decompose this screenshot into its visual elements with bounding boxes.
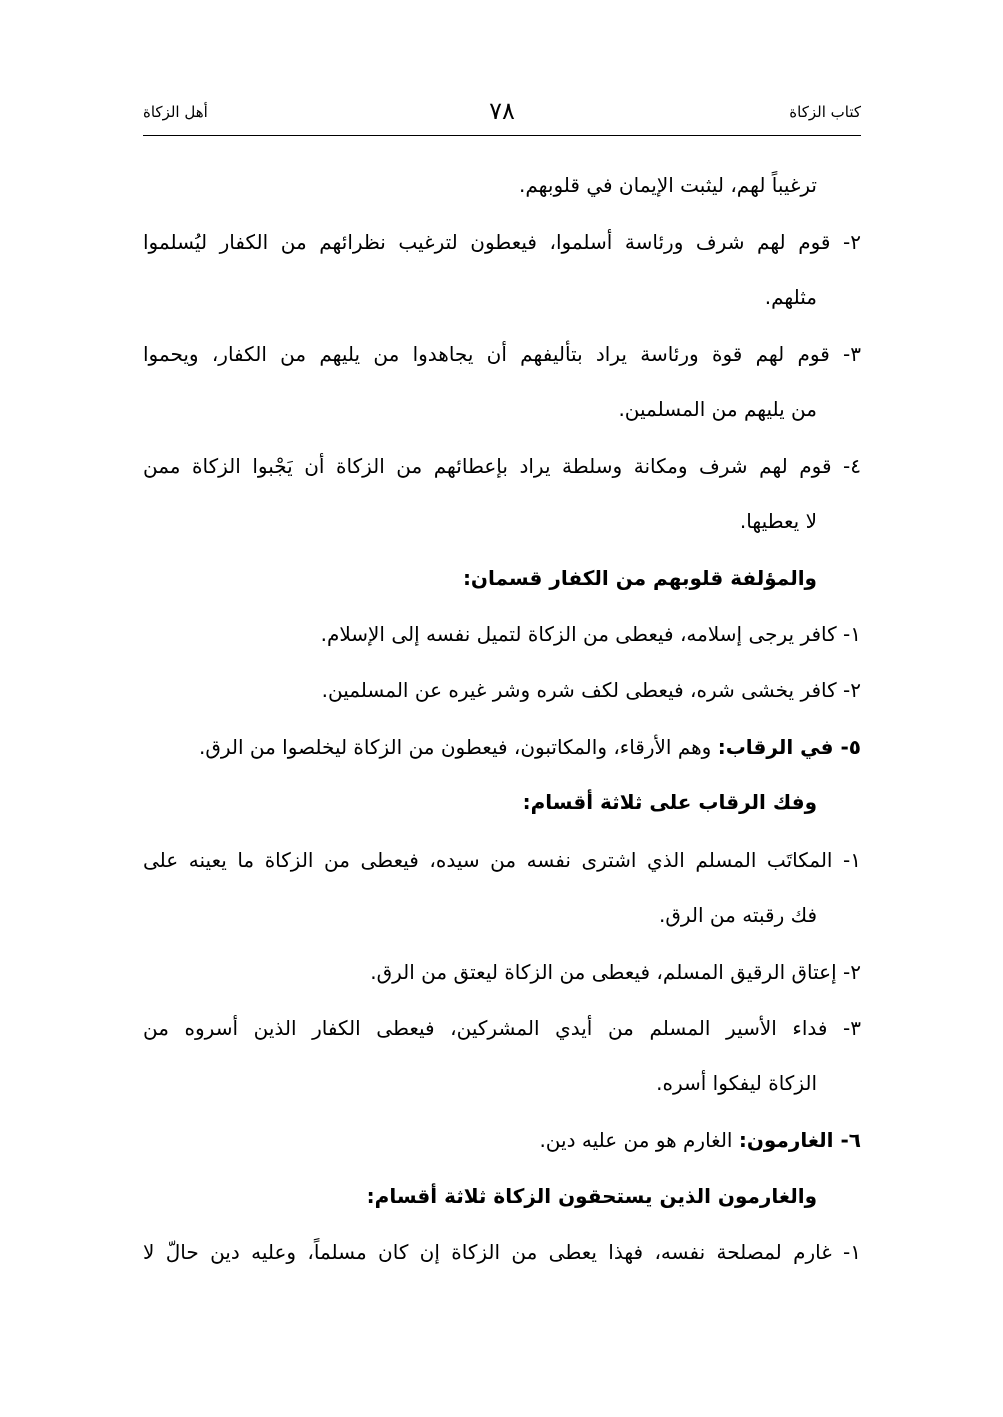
text-line: ٢- إعتاق الرقيق المسلم، فيعطى من الزكاة ليعتق من الرق. <box>370 960 861 984</box>
text-line: ٣- فداء الأسير المسلم من أيدي المشركين، فيعطى الكفار الذين أسروه من <box>143 1016 861 1040</box>
category-text: الغارم هو من عليه دين. <box>539 1128 739 1152</box>
page-number: ٧٨ <box>489 97 515 125</box>
text-line <box>539 1125 861 1155</box>
running-header <box>143 95 861 136</box>
text-line: من يليهم من المسلمين. <box>618 397 817 421</box>
text-line: ٤- قوم لهم شرف ومكانة وسلطة يراد بإعطائهم من الزكاة أن يَجْبوا الزكاة ممن <box>143 454 861 478</box>
section-heading: وفك الرقاب على ثلاثة أقسام: <box>522 790 817 814</box>
text-line: ٢- قوم لهم شرف ورئاسة أسلموا، فيعطون لترغيب نظرائهم من الكفار ليُسلموا <box>143 230 861 254</box>
text-line: ١- كافر يرجى إسلامه، فيعطى من الزكاة لتميل نفسه إلى الإسلام. <box>320 622 861 646</box>
book-title: كتاب الزكاة <box>789 103 861 121</box>
text-line: ٣- قوم لهم قوة ورئاسة يراد بتأليفهم أن يجاهدوا من يليهم من الكفار، ويحموا <box>143 342 861 366</box>
chapter-title: أهل الزكاة <box>143 103 208 121</box>
text-line: لا يعطيها. <box>739 509 817 533</box>
category-label: ٥- في الرقاب: <box>717 735 861 759</box>
text-line: ١- غارم لمصلحة نفسه، فهذا يعطى من الزكاة إن كان مسلماً، وعليه دين حالّ لا <box>143 1240 861 1264</box>
text-line: ترغيباً لهم، ليثبت الإيمان في قلوبهم. <box>519 173 817 197</box>
text-line: مثلهم. <box>764 285 817 309</box>
text-line: ١- المكاتَب المسلم الذي اشترى نفسه من سيده، فيعطى من الزكاة ما يعينه على <box>143 848 861 872</box>
text-line <box>199 732 861 762</box>
section-heading: والغارمون الذين يستحقون الزكاة ثلاثة أقسام: <box>366 1184 817 1208</box>
section-heading: والمؤلفة قلوبهم من الكفار قسمان: <box>462 566 817 590</box>
text-line: فك رقبته من الرق. <box>659 903 817 927</box>
text-line: الزكاة ليفكوا أسره. <box>656 1071 817 1095</box>
category-text: وهم الأرقاء، والمكاتبون، فيعطون من الزكاة ليخلصوا من الرق. <box>198 735 718 759</box>
text-line: ٢- كافر يخشى شره، فيعطى لكف شره وشر غيره عن المسلمين. <box>321 678 861 702</box>
category-label: ٦- الغارمون: <box>738 1128 861 1152</box>
